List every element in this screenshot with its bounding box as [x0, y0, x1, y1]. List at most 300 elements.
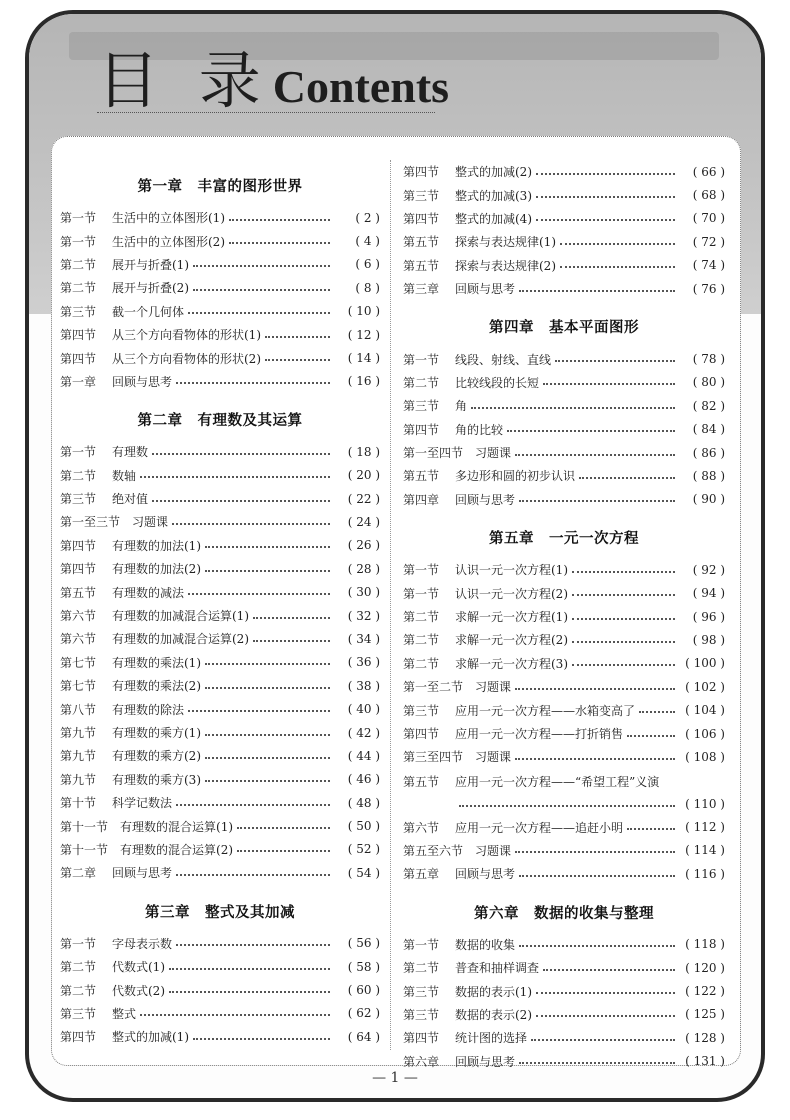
- dot-leader: [169, 968, 330, 970]
- toc-entry[interactable]: [60, 674, 380, 697]
- dot-leader: [205, 663, 330, 665]
- section-label: 第四节: [60, 1030, 97, 1045]
- dot-leader: [572, 664, 675, 666]
- dot-leader: [536, 1015, 675, 1017]
- section-label: 第四节: [403, 422, 440, 437]
- dot-leader: [572, 641, 675, 643]
- toc-entry[interactable]: [403, 652, 725, 675]
- section-label: 第二节: [60, 468, 97, 483]
- entry-title: 有理数的减法: [112, 585, 185, 600]
- dot-leader: [172, 523, 330, 525]
- toc-entry[interactable]: [403, 862, 725, 885]
- dot-leader: [536, 992, 675, 994]
- toc-entry[interactable]: [60, 627, 380, 650]
- chapter-heading: 第三章 整式及其加减: [145, 904, 295, 921]
- page-ref: ( 52 ): [347, 842, 380, 857]
- page-ref: ( 56 ): [347, 936, 380, 951]
- entry-title: 探索与表达规律(2): [455, 258, 556, 273]
- entry-title: 代数式(2): [112, 983, 165, 998]
- dot-leader: [471, 407, 675, 409]
- entry-title: 求解一元一次方程(2): [455, 633, 568, 648]
- page-title: [97, 44, 450, 117]
- entry-title: 习题课: [475, 680, 512, 695]
- section-label: 第二节: [403, 633, 440, 648]
- page-ref: ( 70 ): [692, 211, 725, 226]
- dot-leader: [176, 874, 330, 876]
- page-ref: ( 86 ): [692, 445, 725, 460]
- page-ref: ( 108 ): [685, 749, 725, 764]
- section-label: 第九节: [60, 772, 97, 787]
- toc-entry[interactable]: [60, 370, 380, 393]
- page-ref: ( 68 ): [692, 188, 725, 203]
- entry-title: 绝对值: [112, 492, 149, 507]
- chapter-heading: 第二章 有理数及其运算: [137, 413, 303, 430]
- toc-entry[interactable]: [60, 300, 380, 323]
- section-label: 第九节: [60, 749, 97, 764]
- toc-entry[interactable]: [60, 440, 380, 463]
- entry-title: 习题课: [475, 750, 512, 765]
- dot-leader: [152, 453, 330, 455]
- section-label: 第十节: [60, 796, 97, 811]
- entry-line: [403, 797, 725, 811]
- page-ref: ( 92 ): [692, 562, 725, 577]
- entry-title: 认识一元一次方程(2): [455, 586, 568, 601]
- dot-leader: [237, 850, 330, 852]
- section-label: 第一节: [60, 936, 97, 951]
- dot-leader: [205, 780, 330, 782]
- toc-entry[interactable]: [60, 206, 380, 229]
- page-ref: ( 2 ): [355, 210, 380, 225]
- dot-leader: [519, 1062, 675, 1064]
- dot-leader: [176, 382, 330, 384]
- dot-leader: [560, 243, 675, 245]
- entry-title: 有理数的加减混合运算(2): [112, 632, 249, 647]
- entry-title: 应用一元一次方程——“希望工程”义演: [455, 774, 660, 789]
- entry-title: 截一个几何体: [112, 304, 185, 319]
- section-label: 第四节: [403, 165, 440, 180]
- entry-title: 回顾与思考: [455, 282, 516, 297]
- section-label: 第五章: [403, 867, 440, 882]
- page-ref: ( 64 ): [347, 1029, 380, 1044]
- toc-entry[interactable]: [403, 628, 725, 651]
- toc-entry[interactable]: [403, 441, 725, 464]
- entry-title: 回顾与思考: [112, 866, 173, 881]
- chapter-heading: 第四章 基本平面图形: [489, 320, 639, 337]
- section-label: 第三章: [403, 282, 440, 297]
- toc-entry[interactable]: [60, 276, 380, 299]
- section-label: 第四节: [60, 538, 97, 553]
- section-label: 第二节: [403, 961, 440, 976]
- section-label: 第六章: [403, 1054, 440, 1069]
- entry-title: 数据的表示(2): [455, 1007, 532, 1022]
- entry-line: [403, 773, 725, 790]
- section-label: 第三至四节: [403, 750, 464, 765]
- toc-entry[interactable]: [403, 160, 725, 183]
- entry-title: 整式: [112, 1006, 137, 1021]
- entry-title: 应用一元一次方程——打折销售: [455, 727, 624, 741]
- toc-entry[interactable]: [403, 277, 725, 300]
- page-ref: ( 94 ): [692, 586, 725, 601]
- page-ref: ( 72 ): [692, 234, 725, 249]
- section-label: 第二节: [403, 610, 440, 625]
- toc-entry[interactable]: [403, 371, 725, 394]
- dot-leader: [265, 336, 330, 338]
- page-ref: ( 60 ): [347, 983, 380, 998]
- dot-leader: [579, 477, 675, 479]
- entry-title: 认识一元一次方程(1): [455, 563, 568, 578]
- section-label: 第三节: [403, 1007, 440, 1022]
- toc-entry[interactable]: [60, 651, 380, 674]
- chapter-heading: 第五章 一元一次方程: [489, 531, 639, 548]
- dot-leader: [205, 546, 330, 548]
- page-ref: ( 26 ): [347, 538, 380, 553]
- entry-title: 多边形和圆的初步认识: [455, 469, 576, 484]
- section-label: 第四节: [403, 211, 440, 226]
- section-label: 第七节: [60, 655, 97, 670]
- dot-leader: [515, 454, 675, 456]
- dot-leader: [176, 944, 330, 946]
- section-label: 第七节: [60, 679, 97, 694]
- page-ref: ( 104 ): [685, 703, 725, 718]
- entry-title: 回顾与思考: [455, 492, 516, 507]
- toc-entry[interactable]: [60, 697, 380, 720]
- entry-title: 数据的收集: [455, 937, 516, 952]
- entry-title: 线段、射线、直线: [455, 352, 552, 367]
- section-label: 第六节: [403, 820, 440, 835]
- entry-title: 求解一元一次方程(1): [455, 610, 568, 625]
- toc-entry[interactable]: [60, 253, 380, 276]
- column-divider: [390, 160, 391, 1050]
- page-ref: ( 14 ): [347, 351, 380, 366]
- dot-leader: [176, 804, 330, 806]
- entry-title: 探索与表达规律(1): [455, 235, 556, 250]
- entry-title: 生活中的立体图形(2): [112, 234, 225, 249]
- entry-title: 有理数的乘方(3): [112, 772, 201, 787]
- toc-entry[interactable]: [403, 722, 725, 745]
- toc-entry[interactable]: [60, 557, 380, 580]
- section-label: 第二节: [60, 960, 97, 975]
- entry-title: 有理数的加法(2): [112, 562, 201, 577]
- page-ref: ( 114 ): [685, 843, 725, 858]
- section-label: 第一至二节: [403, 680, 464, 695]
- page-ref: ( 48 ): [347, 795, 380, 810]
- dot-leader: [572, 571, 675, 573]
- entry-title: 有理数的加减混合运算(1): [112, 609, 249, 624]
- page-ref: ( 54 ): [347, 865, 380, 880]
- entry-title: 有理数的加法(1): [112, 538, 201, 553]
- page-ref: ( 78 ): [692, 352, 725, 367]
- section-label: 第三节: [403, 703, 440, 718]
- entry-title: 从三个方向看物体的形状(1): [112, 328, 261, 343]
- entry-title: 从三个方向看物体的形状(2): [112, 351, 261, 366]
- toc-entry[interactable]: [60, 721, 380, 744]
- section-label: 第二节: [60, 257, 97, 272]
- entry-title: 应用一元一次方程——追赶小明: [455, 820, 624, 835]
- page-ref: ( 46 ): [347, 772, 380, 787]
- title-english: Contents: [272, 61, 450, 112]
- page-ref: ( 4 ): [355, 234, 380, 249]
- page-ref: ( 12 ): [347, 327, 380, 342]
- entry-title: 有理数的乘方(2): [112, 749, 201, 764]
- page-ref: ( 128 ): [685, 1030, 725, 1045]
- section-label: 第四节: [403, 1031, 440, 1046]
- dot-leader: [543, 383, 675, 385]
- toc-entry[interactable]: [403, 394, 725, 417]
- page-ref: ( 22 ): [347, 491, 380, 506]
- toc-entry[interactable]: [60, 604, 380, 627]
- entry-title: 角的比较: [455, 422, 504, 437]
- section-label: 第四节: [403, 727, 440, 741]
- section-label: 第一章: [60, 374, 97, 389]
- entry-title: 展开与折叠(1): [112, 257, 189, 272]
- page-ref: ( 40 ): [347, 702, 380, 717]
- section-label: 第一节: [403, 352, 440, 367]
- entry-title: 整式的加减(4): [455, 211, 532, 226]
- chapter-heading: 第六章 数据的收集与整理: [474, 905, 654, 922]
- toc-entry[interactable]: [403, 207, 725, 230]
- toc-entry[interactable]: [403, 745, 725, 768]
- dot-leader: [459, 805, 675, 807]
- page-ref: ( 58 ): [347, 959, 380, 974]
- entry-title: 普查和抽样调查: [455, 961, 540, 976]
- entry-title: 习题课: [132, 515, 169, 530]
- section-label: 第五节: [403, 258, 440, 273]
- entry-title: 数轴: [112, 468, 137, 483]
- entry-title: 回顾与思考: [112, 374, 173, 389]
- dot-leader: [205, 687, 330, 689]
- toc-entry[interactable]: [403, 581, 725, 604]
- toc-entry[interactable]: [60, 838, 380, 861]
- left-column: [60, 159, 380, 1049]
- page-ref: ( 20 ): [347, 468, 380, 483]
- page-ref: ( 76 ): [692, 281, 725, 296]
- entry-title: 求解一元一次方程(3): [455, 656, 568, 671]
- page-ref: ( 82 ): [692, 398, 725, 413]
- dot-leader: [205, 757, 330, 759]
- toc-entry[interactable]: [60, 346, 380, 369]
- dot-leader: [193, 289, 330, 291]
- page-ref: ( 112 ): [685, 820, 725, 835]
- toc-entry[interactable]: [403, 347, 725, 370]
- toc-entry[interactable]: [60, 510, 380, 533]
- section-label: 第四节: [60, 562, 97, 577]
- entry-title: 习题课: [475, 446, 512, 461]
- dot-leader: [543, 969, 675, 971]
- toc-entry[interactable]: [60, 487, 380, 510]
- section-label: 第一节: [60, 234, 97, 249]
- section-label: 第五节: [60, 585, 97, 600]
- toc-entry[interactable]: [60, 978, 380, 1001]
- toc-entry[interactable]: [60, 932, 380, 955]
- dot-leader: [229, 219, 330, 221]
- section-label: 第一节: [403, 563, 440, 578]
- section-label: 第三节: [60, 1006, 97, 1021]
- page-ref: ( 34 ): [347, 631, 380, 646]
- page-ref: ( 125 ): [685, 1007, 725, 1022]
- entry-title: 习题课: [475, 843, 512, 858]
- entry-title: 有理数的乘方(1): [112, 726, 201, 740]
- toc-entry[interactable]: [403, 558, 725, 581]
- section-label: 第五节: [403, 469, 440, 484]
- toc-entry[interactable]: [403, 933, 725, 956]
- toc-entry[interactable]: [403, 418, 725, 441]
- dot-leader: [519, 875, 675, 877]
- page-ref: ( 66 ): [692, 164, 725, 179]
- toc-entry[interactable]: [403, 1003, 725, 1026]
- page-ref: ( 6 ): [355, 257, 380, 272]
- entry-title: 代数式(1): [112, 960, 165, 975]
- page-ref: ( 118 ): [685, 937, 725, 952]
- entry-title: 展开与折叠(2): [112, 281, 189, 296]
- section-label: 第四章: [403, 492, 440, 507]
- toc-entry[interactable]: [403, 254, 725, 277]
- title-underline: [97, 112, 435, 113]
- dot-leader: [229, 242, 330, 244]
- toc-entry[interactable]: [403, 464, 725, 487]
- section-label: 第八节: [60, 702, 97, 717]
- toc-entry[interactable]: [60, 861, 380, 884]
- toc-entry[interactable]: [60, 768, 380, 791]
- toc-entry[interactable]: [403, 956, 725, 979]
- section-label: 第五节: [403, 774, 440, 789]
- entry-title: 有理数的乘法(2): [112, 679, 201, 694]
- dot-leader: [188, 710, 330, 712]
- page-ref: ( 28 ): [347, 561, 380, 576]
- dot-leader: [536, 219, 675, 221]
- page-ref: ( 120 ): [685, 960, 725, 975]
- entry-title: 有理数的混合运算(1): [120, 819, 234, 834]
- entry-title: 生活中的立体图形(1): [112, 211, 225, 226]
- entry-title: 数据的表示(1): [455, 984, 532, 999]
- page-ref: ( 96 ): [692, 609, 725, 624]
- dot-leader: [519, 290, 675, 292]
- toc-entry[interactable]: [60, 1025, 380, 1048]
- entry-title: 有理数的混合运算(2): [120, 842, 234, 857]
- page-ref: ( 116 ): [685, 866, 725, 881]
- page-ref: ( 32 ): [347, 608, 380, 623]
- page-ref: ( 90 ): [692, 492, 725, 507]
- page-ref: ( 122 ): [685, 984, 725, 999]
- section-label: 第十一节: [60, 819, 109, 834]
- toc-entry[interactable]: [60, 323, 380, 346]
- dot-leader: [152, 500, 330, 502]
- entry-title: 整式的加减(3): [455, 188, 532, 203]
- toc-entry[interactable]: [60, 744, 380, 767]
- toc-entry[interactable]: [403, 675, 725, 698]
- section-label: 第一至四节: [403, 446, 464, 461]
- page-ref: ( 62 ): [347, 1006, 380, 1021]
- entry-title: 有理数: [112, 445, 149, 460]
- section-label: 第一节: [403, 586, 440, 601]
- page-ref: ( 44 ): [347, 748, 380, 763]
- dot-leader: [169, 991, 330, 993]
- entry-title: 统计图的选择: [455, 1031, 528, 1046]
- dot-leader: [205, 734, 330, 736]
- section-label: 第一节: [60, 445, 97, 460]
- entry-title: 回顾与思考: [455, 1054, 516, 1069]
- dot-leader: [253, 617, 330, 619]
- page-ref: ( 50 ): [347, 819, 380, 834]
- toc-entry[interactable]: [403, 769, 725, 816]
- toc-entry[interactable]: [403, 839, 725, 862]
- toc-entry[interactable]: [403, 1026, 725, 1049]
- dot-leader: [507, 430, 675, 432]
- section-label: 第六节: [60, 632, 97, 647]
- section-label: 第六节: [60, 609, 97, 624]
- toc-entry[interactable]: [403, 979, 725, 1002]
- dot-leader: [193, 265, 330, 267]
- toc-entry[interactable]: [60, 464, 380, 487]
- entry-title: 有理数的除法: [112, 702, 185, 717]
- page-ref: ( 18 ): [347, 444, 380, 459]
- dot-leader: [536, 173, 675, 175]
- dot-leader: [205, 570, 330, 572]
- section-label: 第一至三节: [60, 515, 121, 530]
- section-label: 第一节: [60, 211, 97, 226]
- toc-entry[interactable]: [60, 1002, 380, 1025]
- dot-leader: [193, 1038, 330, 1040]
- dot-leader: [237, 827, 330, 829]
- dot-leader: [265, 359, 330, 361]
- page-ref: ( 106 ): [685, 726, 725, 741]
- toc-entry[interactable]: [60, 814, 380, 837]
- entry-title: 回顾与思考: [455, 867, 516, 882]
- toc-entry[interactable]: [403, 488, 725, 511]
- entry-title: 整式的加减(1): [112, 1030, 189, 1045]
- toc-entry[interactable]: [403, 230, 725, 253]
- section-label: 第三节: [60, 304, 97, 319]
- section-label: 第二节: [60, 983, 97, 998]
- section-label: 第四节: [60, 351, 97, 366]
- entry-title: 角: [455, 399, 468, 414]
- toc-entry[interactable]: [60, 955, 380, 978]
- page-ref: ( 84 ): [692, 422, 725, 437]
- section-label: 第三节: [403, 984, 440, 999]
- dot-leader: [536, 196, 675, 198]
- entry-title: 科学记数法: [112, 796, 173, 811]
- toc-entry[interactable]: [60, 534, 380, 557]
- toc-entry[interactable]: [403, 605, 725, 628]
- entry-title: 字母表示数: [112, 936, 173, 951]
- title-chinese: 目 录: [97, 44, 271, 117]
- toc-entry[interactable]: [60, 580, 380, 603]
- right-column: [403, 160, 725, 1073]
- page-ref: ( 88 ): [692, 468, 725, 483]
- toc-entry[interactable]: [403, 698, 725, 721]
- page-ref: ( 80 ): [692, 375, 725, 390]
- page-ref: ( 110 ): [685, 797, 725, 812]
- dot-leader: [531, 1039, 675, 1041]
- toc-entry[interactable]: [403, 183, 725, 206]
- page-ref: ( 8 ): [355, 280, 380, 295]
- page-ref: ( 38 ): [347, 678, 380, 693]
- dot-leader: [560, 266, 675, 268]
- section-label: 第二节: [403, 656, 440, 671]
- page-ref: ( 131 ): [685, 1054, 725, 1069]
- page-ref: ( 16 ): [347, 374, 380, 389]
- page-ref: ( 30 ): [347, 585, 380, 600]
- page-ref: ( 74 ): [692, 258, 725, 273]
- toc-entry[interactable]: [403, 815, 725, 838]
- toc-entry[interactable]: [60, 229, 380, 252]
- dot-leader: [627, 735, 675, 737]
- toc-entry[interactable]: [60, 791, 380, 814]
- dot-leader: [627, 828, 675, 830]
- dot-leader: [572, 618, 675, 620]
- section-label: 第三节: [60, 492, 97, 507]
- dot-leader: [515, 851, 675, 853]
- section-label: 第二章: [60, 866, 97, 881]
